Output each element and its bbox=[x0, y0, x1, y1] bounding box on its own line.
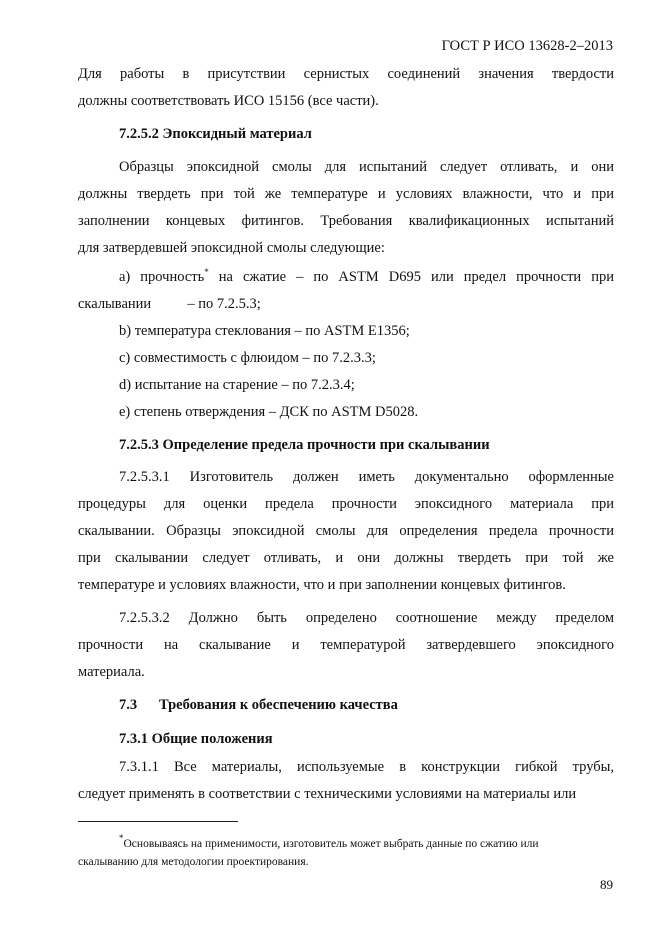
list-item-c: с) совместимость с флюидом – по 7.2.3.3; bbox=[119, 350, 376, 366]
section-heading-7252: 7.2.5.2 Эпоксидный материал bbox=[119, 126, 312, 142]
list-item-e: e) степень отверждения – ДСК по ASTM D5028. bbox=[119, 404, 419, 420]
footnote-separator bbox=[78, 821, 238, 822]
body-line: 7.2.5.3.1 Изготовитель должен иметь документально оформленные bbox=[119, 469, 614, 485]
body-line: температуре и условиях влажности, что и при заполнении концевых фитингов. bbox=[78, 577, 566, 593]
body-line: 7.3.1.1 Все материалы, используемые в конструкции гибкой трубы, bbox=[119, 759, 614, 775]
list-item-b: b) температура стеклования – по ASTM E1356; bbox=[119, 323, 410, 339]
body-line: процедуры для оценки предела прочности эпоксидного материала при bbox=[78, 496, 614, 512]
body-line: для затвердевшей эпоксидной смолы следующие: bbox=[78, 240, 385, 256]
list-item-a bbox=[119, 269, 614, 286]
body-line: должны твердеть при той же температуре и условиях влажности, что и при bbox=[78, 186, 614, 202]
footnote-mark: * bbox=[119, 833, 124, 843]
section-heading-731: 7.3.1 Общие положения bbox=[119, 731, 273, 747]
body-line: должны соответствовать ИСО 15156 (все части). bbox=[78, 93, 379, 109]
section-heading-7253: 7.2.5.3 Определение предела прочности при скалывании bbox=[119, 437, 490, 453]
section-heading-73: Требования к обеспечению качества bbox=[159, 697, 398, 713]
body-line: скалывании. Образцы эпоксидной смолы для определения предела прочности bbox=[78, 523, 614, 539]
list-item-d: d) испытание на старение – по 7.2.3.4; bbox=[119, 377, 355, 393]
body-line: прочности на скалывание и температурой затвердевшего эпоксидного bbox=[78, 637, 614, 653]
list-item-a-continuation: скалывании – по 7.2.5.3; bbox=[78, 296, 261, 312]
body-line: материала. bbox=[78, 664, 145, 680]
section-number-73: 7.3 bbox=[119, 697, 138, 713]
footnote-line bbox=[119, 833, 539, 850]
document-header: ГОСТ Р ИСО 13628-2–2013 bbox=[441, 38, 613, 54]
body-line: при скалывании следует отливать, и они должны твердеть при той же bbox=[78, 550, 614, 566]
page-number: 89 bbox=[600, 877, 613, 892]
list-item-a-text-cont: на сжатие – по ASTM D695 или предел прочности при bbox=[208, 269, 614, 285]
body-line: заполнении концевых фитингов. Требования квалификационных испытаний bbox=[78, 213, 614, 229]
body-line: следует применять в соответствии с техническими условиями на материалы или bbox=[78, 786, 577, 802]
footnote-line: скалыванию для методологии проектирования. bbox=[78, 856, 309, 868]
body-line: Образцы эпоксидной смолы для испытаний следует отливать, и они bbox=[119, 159, 614, 175]
footnote-reference: * bbox=[204, 267, 209, 277]
footnote-text: Основываясь на применимости, изготовитель может выбрать данные по сжатию или bbox=[123, 838, 539, 850]
body-line: 7.2.5.3.2 Должно быть определено соотношение между пределом bbox=[119, 610, 614, 626]
body-line: Для работы в присутствии сернистых соединений значения твердости bbox=[78, 66, 614, 82]
list-item-a-text: а) прочность bbox=[119, 269, 205, 285]
